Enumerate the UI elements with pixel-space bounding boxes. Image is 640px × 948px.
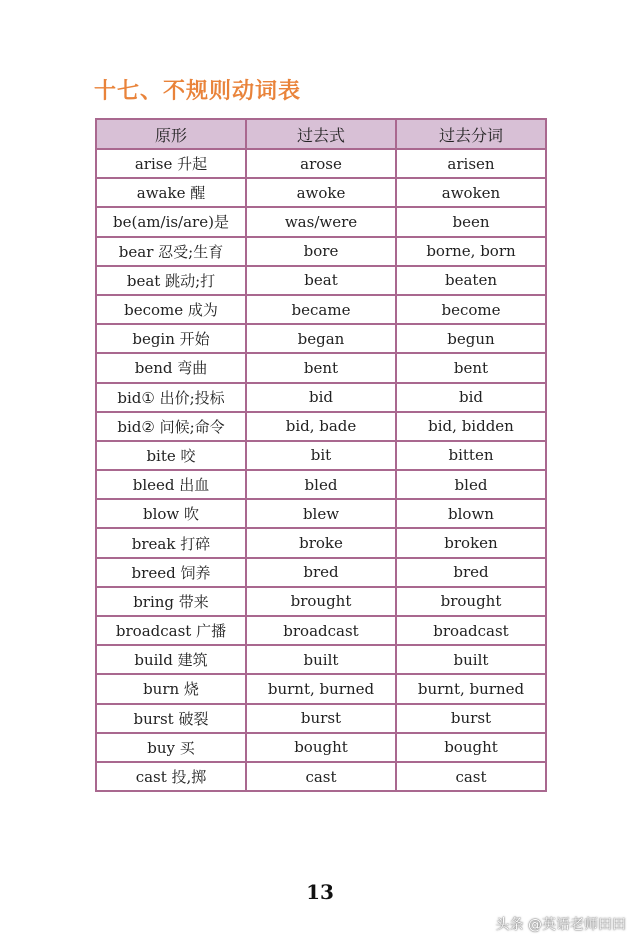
- table-header-row: [96, 119, 546, 149]
- cell-past-tense: blew: [246, 499, 396, 528]
- cell-past-participle: beaten: [396, 266, 546, 295]
- table-row: [96, 178, 546, 207]
- cell-past-tense: awoke: [246, 178, 396, 207]
- cell-past-tense: bid, bade: [246, 412, 396, 441]
- table-row: [96, 762, 546, 791]
- cell-base-form: be(am/is/are)是: [96, 207, 246, 236]
- cell-past-tense: bled: [246, 470, 396, 499]
- cell-past-participle: bled: [396, 470, 546, 499]
- cell-past-participle: bid: [396, 383, 546, 412]
- cell-past-tense: broadcast: [246, 616, 396, 645]
- cell-base-form: broadcast 广播: [96, 616, 246, 645]
- table-row: [96, 499, 546, 528]
- table-row: [96, 441, 546, 470]
- cell-past-tense: burst: [246, 704, 396, 733]
- cell-past-participle: bred: [396, 558, 546, 587]
- cell-past-participle: burnt, burned: [396, 674, 546, 703]
- cell-past-participle: bitten: [396, 441, 546, 470]
- cell-past-participle: bought: [396, 733, 546, 762]
- cell-base-form: break 打碎: [96, 528, 246, 557]
- table-row: [96, 266, 546, 295]
- cell-past-participle: been: [396, 207, 546, 236]
- watermark: 头条 @英语老师田田: [495, 917, 626, 933]
- table-row: [96, 412, 546, 441]
- cell-past-tense: brought: [246, 587, 396, 616]
- cell-base-form: buy 买: [96, 733, 246, 762]
- cell-past-participle: brought: [396, 587, 546, 616]
- header-past-participle: 过去分词: [396, 119, 546, 149]
- table-row: [96, 383, 546, 412]
- cell-base-form: build 建筑: [96, 645, 246, 674]
- cell-past-participle: blown: [396, 499, 546, 528]
- irregular-verbs-table: [95, 118, 547, 792]
- cell-past-participle: borne, born: [396, 237, 546, 266]
- header-past-tense: 过去式: [246, 119, 396, 149]
- cell-past-tense: was/were: [246, 207, 396, 236]
- cell-past-tense: burnt, burned: [246, 674, 396, 703]
- cell-base-form: blow 吹: [96, 499, 246, 528]
- cell-past-participle: bid, bidden: [396, 412, 546, 441]
- table-row: [96, 528, 546, 557]
- cell-past-participle: built: [396, 645, 546, 674]
- table-row: [96, 587, 546, 616]
- cell-past-participle: become: [396, 295, 546, 324]
- cell-past-participle: begun: [396, 324, 546, 353]
- cell-past-tense: beat: [246, 266, 396, 295]
- table-body: [96, 149, 546, 791]
- cell-base-form: bid② 问候;命令: [96, 412, 246, 441]
- cell-past-participle: broadcast: [396, 616, 546, 645]
- cell-base-form: become 成为: [96, 295, 246, 324]
- cell-past-tense: bore: [246, 237, 396, 266]
- cell-base-form: begin 开始: [96, 324, 246, 353]
- cell-past-participle: arisen: [396, 149, 546, 178]
- table-row: [96, 558, 546, 587]
- cell-base-form: cast 投,掷: [96, 762, 246, 791]
- table-row: [96, 733, 546, 762]
- cell-past-participle: awoken: [396, 178, 546, 207]
- cell-base-form: bid① 出价;投标: [96, 383, 246, 412]
- table-row: [96, 470, 546, 499]
- cell-past-participle: bent: [396, 353, 546, 382]
- cell-base-form: awake 醒: [96, 178, 246, 207]
- cell-past-tense: broke: [246, 528, 396, 557]
- cell-past-tense: bought: [246, 733, 396, 762]
- page-number: 13: [306, 880, 334, 904]
- cell-base-form: bite 咬: [96, 441, 246, 470]
- cell-past-participle: burst: [396, 704, 546, 733]
- cell-past-tense: bred: [246, 558, 396, 587]
- table-row: [96, 616, 546, 645]
- page-title: 十七、不规则动词表: [94, 79, 302, 104]
- cell-base-form: burst 破裂: [96, 704, 246, 733]
- cell-base-form: bring 带来: [96, 587, 246, 616]
- cell-past-tense: began: [246, 324, 396, 353]
- cell-past-tense: bit: [246, 441, 396, 470]
- table-row: [96, 353, 546, 382]
- cell-base-form: burn 烧: [96, 674, 246, 703]
- cell-past-tense: bent: [246, 353, 396, 382]
- table-row: [96, 237, 546, 266]
- cell-base-form: arise 升起: [96, 149, 246, 178]
- cell-base-form: bend 弯曲: [96, 353, 246, 382]
- table-row: [96, 207, 546, 236]
- cell-past-tense: became: [246, 295, 396, 324]
- cell-base-form: breed 饲养: [96, 558, 246, 587]
- table-row: [96, 324, 546, 353]
- header-base-form: 原形: [96, 119, 246, 149]
- cell-past-participle: broken: [396, 528, 546, 557]
- table-row: [96, 674, 546, 703]
- cell-base-form: bear 忍受;生育: [96, 237, 246, 266]
- cell-past-tense: bid: [246, 383, 396, 412]
- table-row: [96, 149, 546, 178]
- table-row: [96, 295, 546, 324]
- cell-past-participle: cast: [396, 762, 546, 791]
- cell-past-tense: built: [246, 645, 396, 674]
- table-row: [96, 704, 546, 733]
- table-row: [96, 645, 546, 674]
- cell-base-form: bleed 出血: [96, 470, 246, 499]
- cell-base-form: beat 跳动;打: [96, 266, 246, 295]
- cell-past-tense: cast: [246, 762, 396, 791]
- cell-past-tense: arose: [246, 149, 396, 178]
